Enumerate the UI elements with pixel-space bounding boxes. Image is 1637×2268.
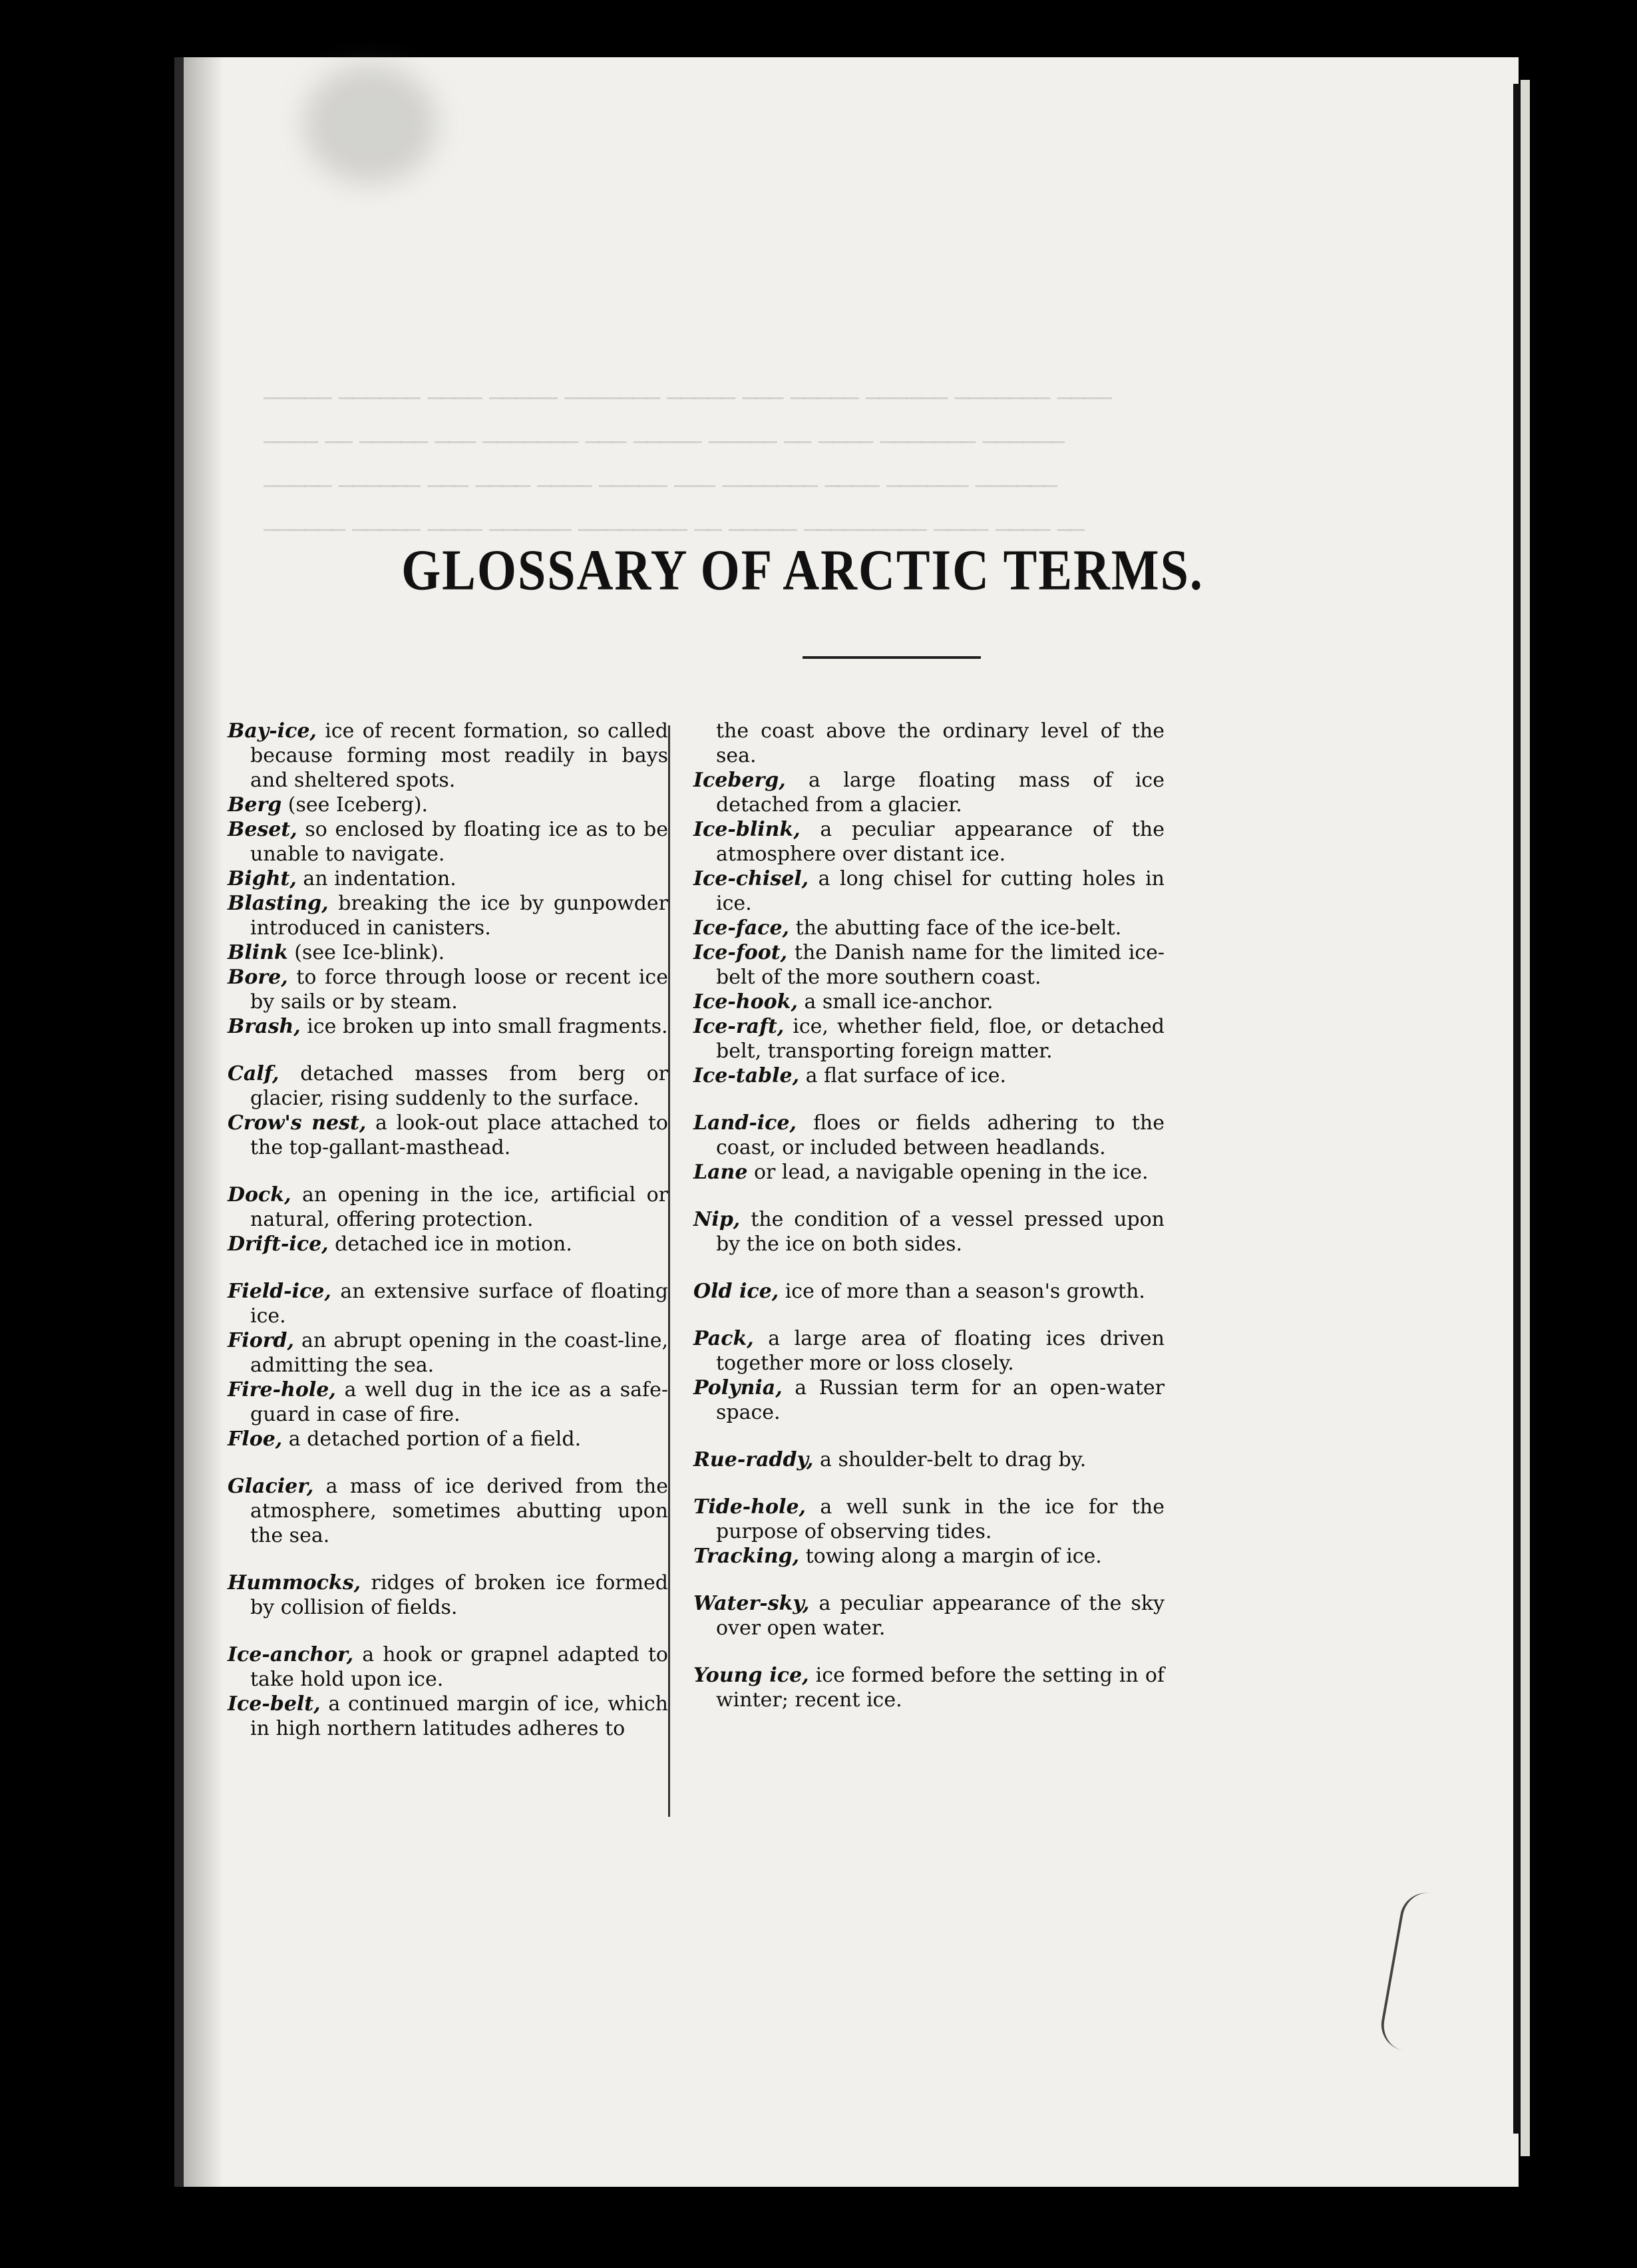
glossary-term: Young ice, xyxy=(693,1664,809,1687)
title-rule xyxy=(803,656,981,659)
glossary-term: Nip, xyxy=(693,1208,741,1231)
glossary-definition: ice, whether field, floe, or detached belt, transporting foreign matter. xyxy=(716,1015,1165,1063)
page-right-border xyxy=(1513,84,1520,2134)
glossary-definition: the Danish name for the limited ice-belt of the more southern coast. xyxy=(716,941,1165,989)
glossary-entry xyxy=(693,768,1165,817)
glossary-entry xyxy=(693,719,1165,768)
glossary-entry xyxy=(693,1447,1165,1472)
glossary-entry xyxy=(693,1663,1165,1712)
column-divider xyxy=(668,725,670,1817)
glossary-definition: a small ice-anchor. xyxy=(797,990,994,1014)
glossary-term: Bight, xyxy=(228,867,297,890)
glossary-definition: a peculiar appearance of the sky over open water. xyxy=(716,1592,1165,1640)
glossary-definition: detached masses from berg or glacier, rising suddenly to the surface. xyxy=(250,1062,668,1110)
glossary-entry xyxy=(693,1111,1165,1160)
glossary-left-column xyxy=(228,719,668,1741)
glossary-entry xyxy=(693,1591,1165,1640)
glossary-term: Blasting, xyxy=(228,892,329,915)
glossary-definition: breaking the ice by gunpowder introduced in canisters. xyxy=(250,892,668,940)
glossary-entry xyxy=(228,1061,668,1111)
glossary-term: Calf, xyxy=(228,1062,279,1085)
glossary-definition: a Russian term for an open-water space. xyxy=(716,1376,1165,1424)
glossary-definition: detached ice in motion. xyxy=(328,1232,572,1256)
glossary-definition: ice of recent formation, so called because forming most readily in bays and sheltered spots. xyxy=(250,719,668,792)
glossary-term: Tracking, xyxy=(693,1545,800,1568)
glossary-entry xyxy=(693,1279,1165,1304)
glossary-term: Iceberg, xyxy=(693,769,786,792)
glossary-term: Dock, xyxy=(228,1183,291,1207)
glossary-definition: the condition of a vessel pressed upon by the ice on both sides. xyxy=(716,1208,1165,1256)
glossary-term: Lane xyxy=(693,1161,748,1184)
glossary-entry xyxy=(693,1376,1165,1425)
glossary-right-column xyxy=(693,719,1165,1712)
glossary-term: Tide-hole, xyxy=(693,1495,806,1519)
glossary-entry xyxy=(228,1111,668,1160)
glossary-definition: ice of more than a season's growth. xyxy=(779,1280,1145,1303)
glossary-term: Fiord, xyxy=(228,1329,294,1352)
glossary-entry xyxy=(693,1495,1165,1544)
glossary-entry xyxy=(693,1207,1165,1256)
glossary-definition: a flat surface of ice. xyxy=(799,1064,1007,1087)
glossary-definition: a large floating mass of ice detached from a glacier. xyxy=(716,769,1165,817)
glossary-definition: a hook or grapnel adapted to take hold upon ice. xyxy=(250,1643,668,1691)
glossary-entry xyxy=(228,1571,668,1620)
glossary-entry xyxy=(228,1328,668,1378)
glossary-term: Old ice, xyxy=(693,1280,779,1303)
glossary-definition: a continued margin of ice, which in high northern latitudes adheres to xyxy=(250,1692,668,1740)
glossary-entry xyxy=(228,1427,668,1451)
glossary-entry xyxy=(693,1014,1165,1063)
glossary-definition: (see Iceberg). xyxy=(281,793,429,817)
glossary-entry xyxy=(228,793,668,817)
glossary-entry xyxy=(693,1544,1165,1569)
glossary-term: Ice-face, xyxy=(693,916,789,940)
glossary-entry xyxy=(228,866,668,891)
glossary-definition: an opening in the ice, artificial or natural, offering protection. xyxy=(250,1183,668,1231)
glossary-definition: ridges of broken ice formed by collision of fields. xyxy=(250,1571,668,1619)
glossary-entry xyxy=(228,1474,668,1548)
glossary-definition: an extensive surface of floating ice. xyxy=(250,1280,668,1328)
glossary-definition: an abrupt opening in the coast-line, admitting the sea. xyxy=(250,1329,668,1377)
glossary-definition: or lead, a navigable opening in the ice. xyxy=(747,1161,1149,1184)
glossary-term: Glacier, xyxy=(228,1475,314,1498)
glossary-definition: the coast above the ordinary level of the sea. xyxy=(716,719,1165,767)
glossary-definition: a shoulder-belt to drag by. xyxy=(813,1448,1087,1471)
glossary-term: Bore, xyxy=(228,966,288,989)
glossary-definition: a well sunk in the ice for the purpose of observing tides. xyxy=(716,1495,1165,1543)
glossary-entry xyxy=(693,866,1165,916)
glossary-term: Floe, xyxy=(228,1427,283,1451)
glossary-term: Berg xyxy=(228,793,282,817)
glossary-term: Rue-raddy, xyxy=(693,1448,814,1471)
glossary-term: Ice-foot, xyxy=(693,941,788,964)
glossary-entry xyxy=(228,1279,668,1328)
glossary-term: Beset, xyxy=(228,818,297,841)
glossary-definition: towing along a margin of ice. xyxy=(799,1545,1102,1568)
glossary-term: Ice-raft, xyxy=(693,1015,785,1038)
glossary-definition: a large area of floating ices driven together more or loss closely. xyxy=(716,1327,1165,1375)
glossary-entry xyxy=(693,916,1165,940)
glossary-entry xyxy=(228,1642,668,1692)
glossary-term: Bay-ice, xyxy=(228,719,317,743)
bleed-through-text: ───── ────── ──── ───── ─────── ───── ─── ───── ────── ─────── ──── ──── ── ───── ─── ─────── ─── ───── ───── ── ──── ─────── ────── ───── ────── ─── ──── ──── ───── ─── ─────── ──── ────── ────── ────── ───── ──── ────── ──────── ── ───── ───────── ──── ──── ── xyxy=(264,385,1112,544)
glossary-term: Ice-table, xyxy=(693,1064,800,1087)
glossary-entry xyxy=(228,1692,668,1741)
glossary-term: Ice-blink, xyxy=(693,818,801,841)
glossary-definition: so enclosed by floating ice as to be unable to navigate. xyxy=(250,818,668,866)
glossary-definition: an indentation. xyxy=(296,867,456,890)
page-stain xyxy=(303,64,437,184)
glossary-definition: the abutting face of the ice-belt. xyxy=(789,916,1122,940)
page-title: GLOSSARY OF ARCTIC TERMS. xyxy=(401,538,1204,603)
glossary-term: Drift-ice, xyxy=(228,1232,329,1256)
glossary-definition: to force through loose or recent ice by sails or by steam. xyxy=(250,966,668,1014)
glossary-term: Field-ice, xyxy=(228,1280,331,1303)
glossary-entry xyxy=(693,1063,1165,1088)
glossary-entry xyxy=(228,719,668,793)
glossary-definition: a detached portion of a field. xyxy=(282,1427,582,1451)
glossary-definition: (see Ice-blink). xyxy=(287,941,445,964)
glossary-definition: a well dug in the ice as a safe-guard in case of fire. xyxy=(250,1378,668,1426)
glossary-definition: floes or fields adhering to the coast, or included between headlands. xyxy=(716,1111,1165,1159)
glossary-entry xyxy=(228,965,668,1014)
glossary-entry xyxy=(693,990,1165,1014)
glossary-definition: a look-out place attached to the top-gallant-masthead. xyxy=(250,1111,668,1159)
glossary-term: Pack, xyxy=(693,1327,754,1350)
glossary-definition: a mass of ice derived from the atmosphere, sometimes abutting upon the sea. xyxy=(250,1475,668,1547)
glossary-entry xyxy=(693,1160,1165,1185)
glossary-term: Water-sky, xyxy=(693,1592,810,1615)
glossary-term: Ice-anchor, xyxy=(228,1643,354,1666)
glossary-term: Hummocks, xyxy=(228,1571,361,1595)
glossary-definition: ice formed before the setting in of winter; recent ice. xyxy=(716,1664,1165,1712)
glossary-term: Ice-chisel, xyxy=(693,867,809,890)
glossary-entry xyxy=(228,1378,668,1427)
glossary-term: Crow's nest, xyxy=(228,1111,367,1135)
glossary-term: Blink xyxy=(228,941,288,964)
facing-page-edge xyxy=(1521,80,1530,2156)
glossary-term: Polynia, xyxy=(693,1376,783,1400)
glossary-entry xyxy=(693,817,1165,866)
spine-shadow xyxy=(184,57,224,2187)
glossary-entry xyxy=(693,1326,1165,1376)
glossary-term: Fire-hole, xyxy=(228,1378,336,1402)
glossary-entry xyxy=(228,891,668,940)
glossary-definition: a peculiar appearance of the atmosphere over distant ice. xyxy=(716,818,1165,866)
glossary-definition: ice broken up into small fragments. xyxy=(300,1015,668,1038)
glossary-term: Land-ice, xyxy=(693,1111,797,1135)
glossary-entry xyxy=(228,940,668,965)
glossary-term: Brash, xyxy=(228,1015,301,1038)
glossary-term: Ice-belt, xyxy=(228,1692,321,1716)
glossary-definition: a long chisel for cutting holes in ice. xyxy=(716,867,1165,915)
glossary-term: Ice-hook, xyxy=(693,990,798,1014)
glossary-entry xyxy=(228,1232,668,1256)
glossary-entry xyxy=(228,1183,668,1232)
glossary-entry xyxy=(228,817,668,866)
glossary-entry xyxy=(228,1014,668,1039)
glossary-entry xyxy=(693,940,1165,990)
